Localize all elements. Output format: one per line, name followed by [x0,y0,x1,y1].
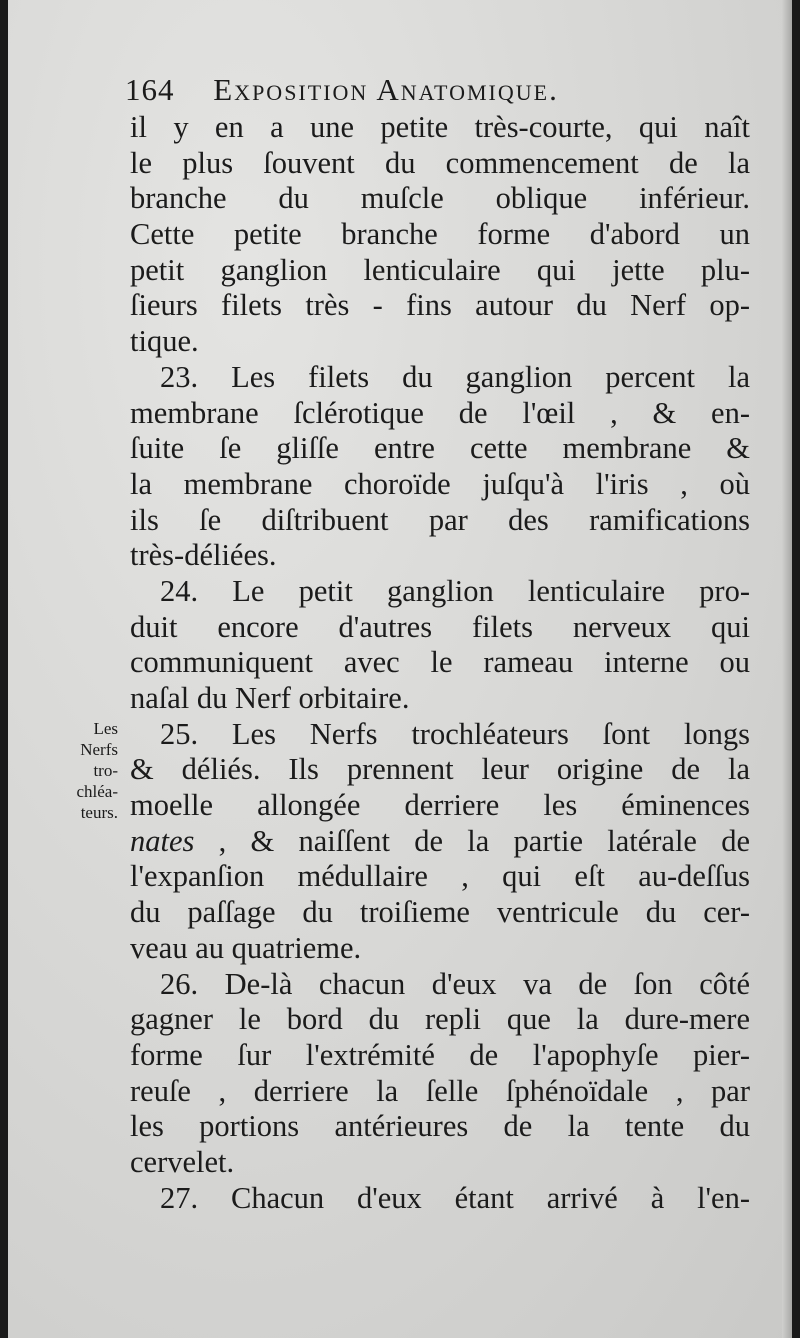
margin-note-line: Les [93,719,118,738]
running-title: Exposition Anatomique. [213,72,559,107]
text-line: les portions antérieures de la tente du [130,1109,750,1144]
text-line: le plus ſouvent du commencement de la [130,145,750,180]
paragraph-26-start: 26. De-là chacun d'eux va de ſon côté [160,966,750,1001]
body-text [130,110,750,1216]
text-line: moelle allongée derriere les éminences [130,788,750,823]
text-line: l'expanſion médullaire , qui eſt au-deſſus [130,859,750,894]
text-line: reuſe , derriere la ſelle ſphénoïdale , par [130,1073,750,1108]
text-line: communiquent avec le rameau interne ou [130,645,750,680]
paragraph-27-start: 27. Chacun d'eux étant arrivé à l'en- [160,1180,750,1215]
text-line: ſieurs filets très - fins autour du Nerf op- [130,288,750,323]
paragraph-24-start: 24. Le petit ganglion lenticulaire pro- [160,573,750,608]
paragraph-25-start: 25. Les Nerfs trochléateurs ſont longs [160,716,750,751]
text-line-with-italic [130,824,750,860]
text-line: naſal du Nerf orbitaire. [130,681,410,715]
text-line: cervelet. [130,1144,235,1179]
text-line: veau au quatrieme. [130,930,362,965]
text-line: branche du muſcle oblique inférieur. [130,181,750,216]
margin-note-line: tro- [93,761,118,780]
text-line: ils ſe diſtribuent par des ramifications [130,502,750,537]
page-edge [782,0,792,1338]
text-line: & déliés. Ils prennent leur origine de la [130,752,750,787]
text-line: petit ganglion lenticulaire qui jette plu- [130,252,750,287]
text-line: forme ſur l'extrémité de l'apophyſe pier- [130,1037,750,1072]
margin-note [38,718,118,823]
margin-note-line: chléa- [76,782,118,801]
paragraph-23-start: 23. Les filets du ganglion percent la [160,359,750,394]
page-number: 164 [125,72,175,107]
text-line: il y en a une petite très-courte, qui naît [130,110,750,144]
text-line: du paſſage du troiſieme ventricule du cer- [130,895,750,930]
text-line: duit encore d'autres filets nerveux qui [130,609,750,644]
text-line: la membrane choroïde juſqu'à l'iris , où [130,466,750,501]
text-line: ſuite ſe gliſſe entre cette membrane & [130,431,750,466]
text-line: très-déliées. [130,538,277,573]
book-page [8,0,792,1338]
text-line: membrane ſclérotique de l'œil , & en- [130,395,750,430]
running-header [125,72,765,108]
text-line-rest: , & naiſſent de la partie latérale de [218,823,751,858]
italic-word: nates [130,823,195,858]
margin-note-line: teurs. [80,803,118,822]
text-line: gagner le bord du repli que la dure-mere [130,1002,750,1037]
text-line: tique. [130,324,199,359]
text-line: Cette petite branche forme d'abord un [130,217,750,252]
margin-note-line: Nerfs [80,740,118,759]
